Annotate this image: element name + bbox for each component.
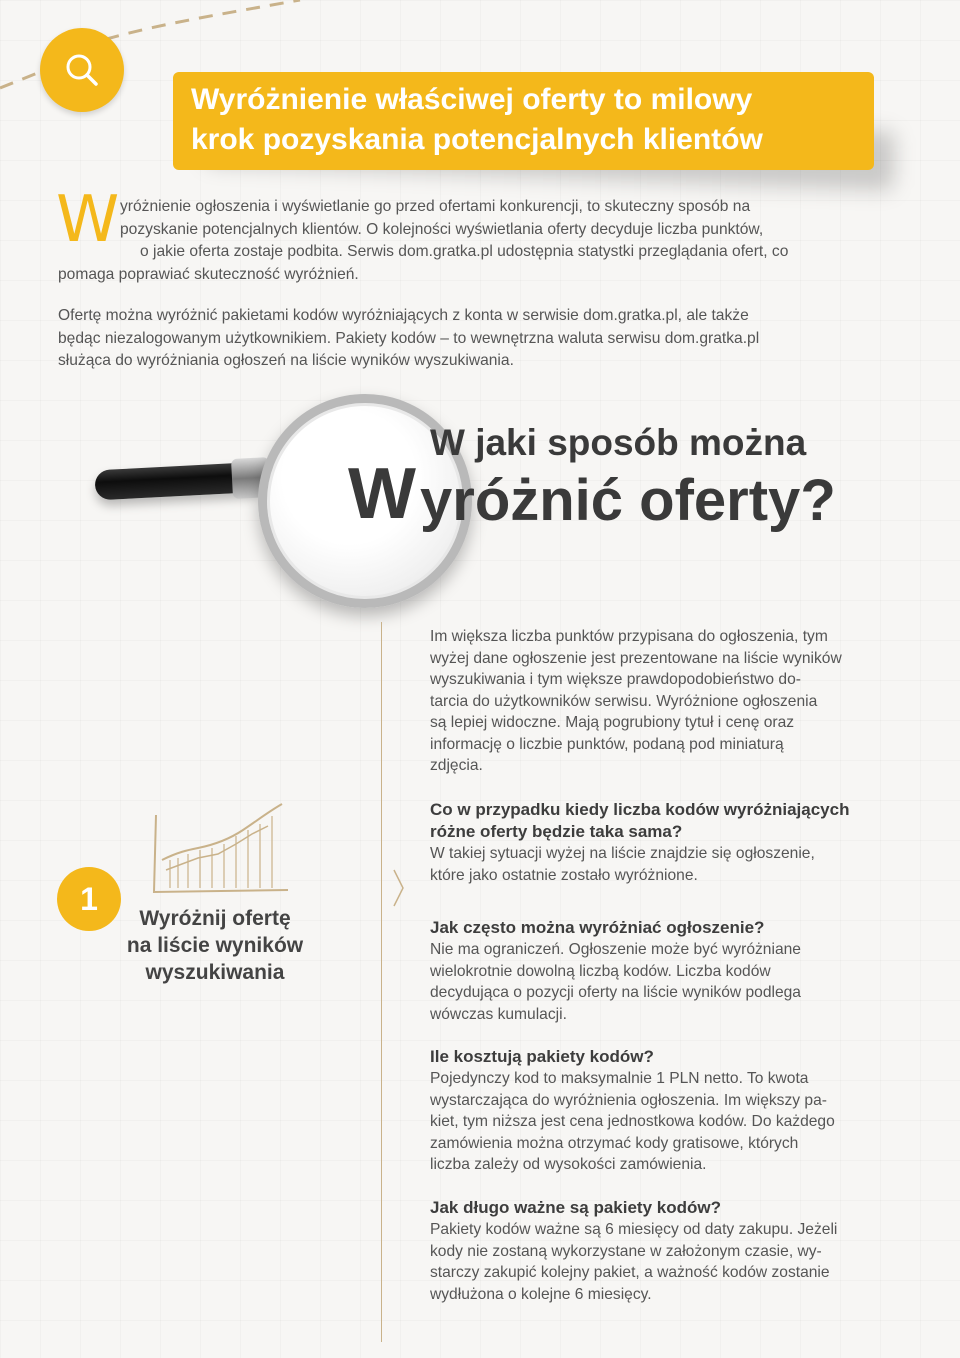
text-line: są lepiej widoczne. Mają pogrubiony tytuł i cenę oraz xyxy=(430,714,795,731)
section-title: Wyróżnij ofertę na liście wyników wyszukiwania xyxy=(126,907,304,984)
text-line: tarcia do użytkowników serwisu. Wyróżnione ogłoszenia xyxy=(430,692,818,710)
faq-question: różne oferty będzie taka sama? xyxy=(430,822,683,841)
faq-answer-line: wielokrotnie dowolną liczbą kodów. Liczba kodów xyxy=(430,962,771,980)
faq-answer-line: kiet, tym niższa jest cena jednostkowa kodów. Do każdego xyxy=(430,1113,835,1130)
page-title: Wyróżnienie właściwej oferty to milowy krok pozyskania potencjalnych klientów xyxy=(191,83,763,156)
faq-item xyxy=(430,917,904,1025)
title-banner xyxy=(173,72,874,170)
faq-answer-line: liczba zależy od wysokości zamówienia. xyxy=(430,1156,707,1173)
faq-question: Jak często można wyróżniać ogłoszenie? xyxy=(430,918,765,937)
faq-answer-line: kody nie zostaną wykorzystane w założonym czasie, wy- xyxy=(430,1242,822,1260)
text-line: informację o liczbie punktów, podaną pod miniaturą xyxy=(430,735,784,753)
faq-answer-line: wystarczająca do wyróżnienia ogłoszenia. Im większy pa- xyxy=(430,1091,827,1109)
column-divider xyxy=(381,622,382,1342)
faq-answer-line: które jako ostatnie zostało wyróżnione. xyxy=(430,866,698,884)
faq-item xyxy=(430,799,904,886)
drop-cap: W xyxy=(56,183,120,257)
text-line: wyszukiwania i tym większe prawdopodobieństwo do- xyxy=(430,671,801,688)
question-heading-big-letter: W xyxy=(348,454,416,534)
step-number-badge: 1 xyxy=(57,867,121,931)
faq-item xyxy=(430,1046,904,1176)
faq-item xyxy=(430,1197,904,1305)
faq-answer-line: Pojedynczy kod to maksymalnie 1 PLN netto. To kwota xyxy=(430,1070,809,1087)
text-line: Im większa liczba punktów przypisana do ogłoszenia, tym xyxy=(430,628,828,645)
growth-chart-illustration xyxy=(148,800,298,900)
chevron-right-icon xyxy=(392,868,406,908)
faq-answer-line: W takiej sytuacji wyżej na liście znajdzie się ogłoszenie, xyxy=(430,845,815,862)
right-intro-paragraph xyxy=(430,626,904,777)
faq-answer-line: starczy zakupić kolejny pakiet, a ważność kodów zostanie xyxy=(430,1264,830,1281)
paragraph-line: będąc niezalogowanym użytkownikiem. Pakiety kodów – to wewnętrzna waluta serwisu dom.gratka.pl xyxy=(58,329,760,347)
faq-answer-line: Pakiety kodów ważne są 6 miesięcy od daty zakupu. Jeżeli xyxy=(430,1221,838,1238)
faq-answer-line: wówczas kumulacji. xyxy=(430,1005,567,1023)
intro-line: o jakie oferta zostaje podbita. Serwis dom.gratka.pl udostępnia statystki przeglądania ofert, co xyxy=(140,243,789,260)
question-heading-line2: yróżnić oferty? xyxy=(420,468,836,533)
faq-answer-line: Nie ma ograniczeń. Ogłoszenie może być wyróżniane xyxy=(430,941,801,958)
second-paragraph xyxy=(58,305,904,373)
paragraph-line: Ofertę można wyróżnić pakietami kodów wyróżniających z konta w serwisie dom.gratka.pl, ale także xyxy=(58,307,749,324)
text-line: zdjęcia. xyxy=(430,757,483,774)
faq-question: Ile kosztują pakiety kodów? xyxy=(430,1047,654,1066)
question-heading-line1: W jaki sposób można xyxy=(430,422,807,463)
paragraph-line: służąca do wyróżniania ogłoszeń na liście wyników wyszukiwania. xyxy=(58,352,514,369)
text-line: wyżej dane ogłoszenie jest prezentowane na liście wyników xyxy=(430,649,842,667)
faq-answer-line: zamówienia można otrzymać kody gratisowe, których xyxy=(430,1134,799,1152)
search-badge xyxy=(40,28,124,112)
faq-question: Jak długo ważne są pakiety kodów? xyxy=(430,1198,721,1217)
faq-answer-line: wydłużona o kolejne 6 miesięcy. xyxy=(430,1285,652,1303)
intro-line: pomaga poprawiać skuteczność wyróżnień. xyxy=(58,265,359,283)
intro-line: pozyskanie potencjalnych klientów. O kolejności wyświetlania oferty decyduje liczba punktów, xyxy=(120,220,764,238)
intro-line: yróżnienie ogłoszenia i wyświetlanie go przed ofertami konkurencji, to skuteczny sposób na xyxy=(120,198,751,215)
search-icon xyxy=(62,50,102,90)
faq-answer-line: decydująca o pozycji oferty na liście wyników podlega xyxy=(430,984,801,1001)
faq-question: Co w przypadku kiedy liczba kodów wyróżniających xyxy=(430,800,850,819)
